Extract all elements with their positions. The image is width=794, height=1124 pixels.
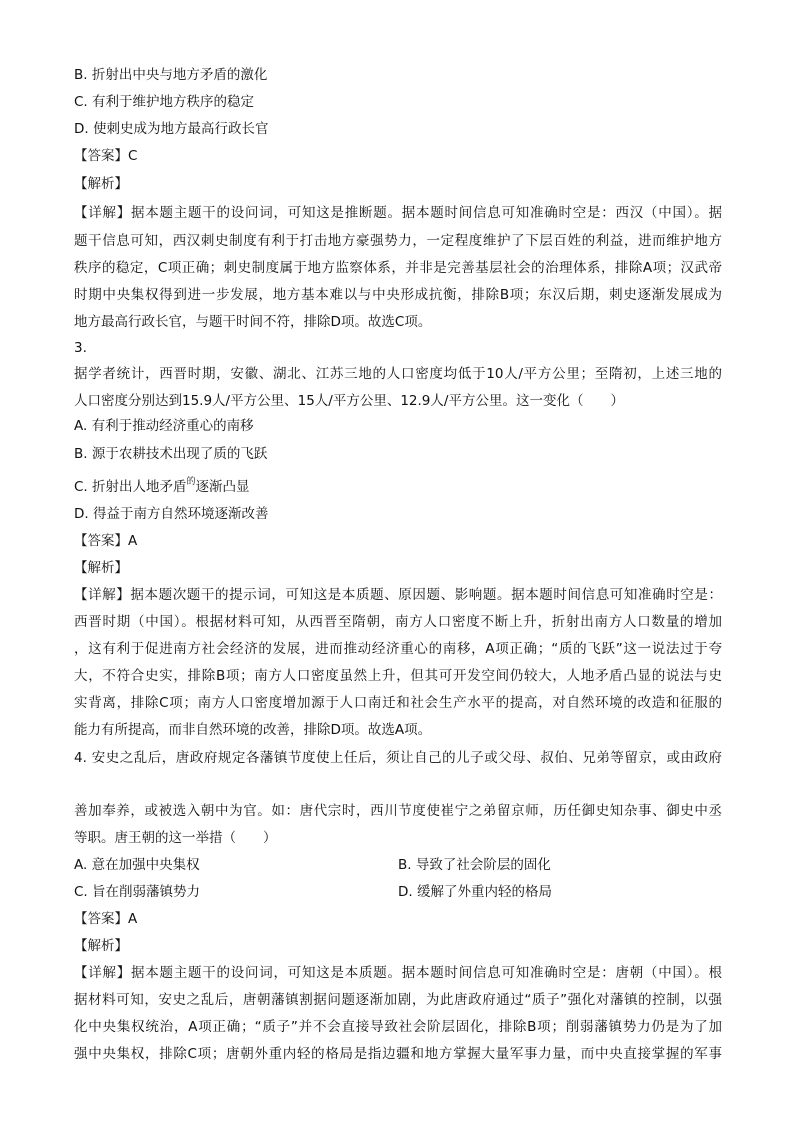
q3-detail-line: 大，不符合史实，排除B项；南方人口密度虽然上升，但其可开发空间仍较大，人地矛盾凸显的说法与史 bbox=[74, 668, 722, 684]
q4-detail-line: 【详解】据本题主题干的设问词，可知这是本质题。据本题时间信息可知准确时空是：唐朝（中国）。根 bbox=[74, 965, 722, 981]
q3-stem-line: 据学者统计，西晋时期，安徽、湖北、江苏三地的人口密度均低于10人/平方公里；至隋初，上述三地的 bbox=[74, 366, 722, 382]
q2-answer-line bbox=[74, 147, 137, 165]
q3-option-c-text-end: 逐渐凸显 bbox=[195, 479, 250, 495]
q2-option-b: B. 折射出中央与地方矛盾的激化 bbox=[74, 67, 268, 83]
q3-option-b: B. 源于农耕技术出现了质的飞跃 bbox=[74, 446, 268, 462]
q4-answer-line bbox=[74, 910, 137, 928]
q4-stem-line: 等职。唐王朝的这一举措（ ） bbox=[74, 830, 277, 846]
q3-detail-line: 实背离，排除C项；南方人口密度增加源于人口南迁和社会生产水平的提高，对自然环境的改造和征服的 bbox=[74, 695, 722, 711]
q2-analysis-tag: 【解析】 bbox=[74, 176, 128, 192]
q4-detail-line: 强中央集权，排除C项；唐朝外重内轻的格局是指边疆和地方掌握大量军事力量，而中央直接掌握的军事 bbox=[74, 1046, 722, 1062]
q3-answer-line bbox=[74, 532, 137, 550]
answer-tag: 【答案】 bbox=[74, 911, 128, 927]
q2-detail-line: 时期中央集权得到进一步发展，地方基本难以与中央形成抗衡，排除B项；东汉后期，刺史逐渐发展成为 bbox=[74, 287, 722, 303]
q4-option-a: A. 意在加强中央集权 bbox=[74, 857, 200, 873]
q3-detail-line: 【详解】据本题次题干的提示词，可知这是本质题、原因题、影响题。据本题时间信息可知准确时空是： bbox=[74, 587, 722, 603]
q3-detail-line: 能力有所提高，而非自然环境的改善，排除D项。故选A项。 bbox=[74, 722, 432, 738]
q3-option-a: A. 有利于推动经济重心的南移 bbox=[74, 418, 254, 434]
q4-option-c: C. 旨在削弱藩镇势力 bbox=[74, 884, 201, 900]
q3-detail-line: ，这有利于促进南方社会经济的发展，进而推动经济重心的南移，A项正确；“质的飞跃”这一说法过于夸 bbox=[74, 641, 722, 657]
q2-detail-line: 地方最高行政长官，与题干时间不符，排除D项。故选C项。 bbox=[74, 314, 432, 330]
q2-answer: C bbox=[128, 148, 138, 164]
q3-answer: A bbox=[128, 533, 138, 549]
q4-detail-line: 化中央集权统治，A项正确；“质子”并不会直接导致社会阶层固化，排除B项；削弱藩镇势力仍是为了加 bbox=[74, 1019, 722, 1035]
q4-option-b: B. 导致了社会阶层的固化 bbox=[398, 857, 551, 873]
q3-option-d: D. 得益于南方自然环境逐渐改善 bbox=[74, 506, 269, 522]
q2-option-d: D. 使刺史成为地方最高行政长官 bbox=[74, 121, 269, 137]
q3-analysis-tag: 【解析】 bbox=[74, 560, 128, 576]
q2-detail-line: 题干信息可知，西汉刺史制度有利于打击地方豪强势力，一定程度维护了下层百姓的利益，进而维护地方 bbox=[74, 233, 722, 249]
q3-option-c-superscript: 的 bbox=[186, 477, 196, 487]
q3-number: 3. bbox=[74, 340, 87, 356]
answer-tag: 【答案】 bbox=[74, 148, 128, 164]
q4-stem-line: 善加奉养，或被选入朝中为官。如：唐代宗时，西川节度使崔宁之弟留京师，历任御史知杂事、御史中丞 bbox=[74, 803, 722, 819]
q4-answer: A bbox=[128, 911, 138, 927]
q4-option-d: D. 缓解了外重内轻的格局 bbox=[398, 884, 552, 900]
q3-stem-line: 人口密度分别达到15.9人/平方公里、15人/平方公里、12.9人/平方公里。这一变化（ ） bbox=[74, 393, 624, 409]
q2-option-c: C. 有利于维护地方秩序的稳定 bbox=[74, 94, 255, 110]
q4-detail-line: 据材料可知，安史之乱后，唐朝藩镇割据问题逐渐加剧，为此唐政府通过“质子”强化对藩镇的控制，以强 bbox=[74, 992, 722, 1008]
q2-detail-line: 【详解】据本题主题干的设问词，可知这是推断题。据本题时间信息可知准确时空是：西汉（中国）。据 bbox=[74, 205, 722, 221]
q3-option-c bbox=[74, 478, 250, 498]
q3-option-c-text: C. 折射出人地矛盾 bbox=[74, 479, 187, 495]
q3-detail-line: 西晋时期（中国）。根据材料可知，从西晋至隋朝，南方人口密度不断上升，折射出南方人口数量的增加 bbox=[74, 614, 722, 630]
q4-analysis-tag: 【解析】 bbox=[74, 938, 128, 954]
q4-stem-line: 4. 安史之乱后，唐政府规定各藩镇节度使上任后，须让自己的儿子或父母、叔伯、兄弟等留京，或由政府 bbox=[74, 750, 722, 766]
q2-detail-line: 秩序的稳定，C项正确；刺史制度属于地方监察体系，并非是完善基层社会的治理体系，排除A项；汉武帝 bbox=[74, 260, 722, 276]
answer-tag: 【答案】 bbox=[74, 533, 128, 549]
